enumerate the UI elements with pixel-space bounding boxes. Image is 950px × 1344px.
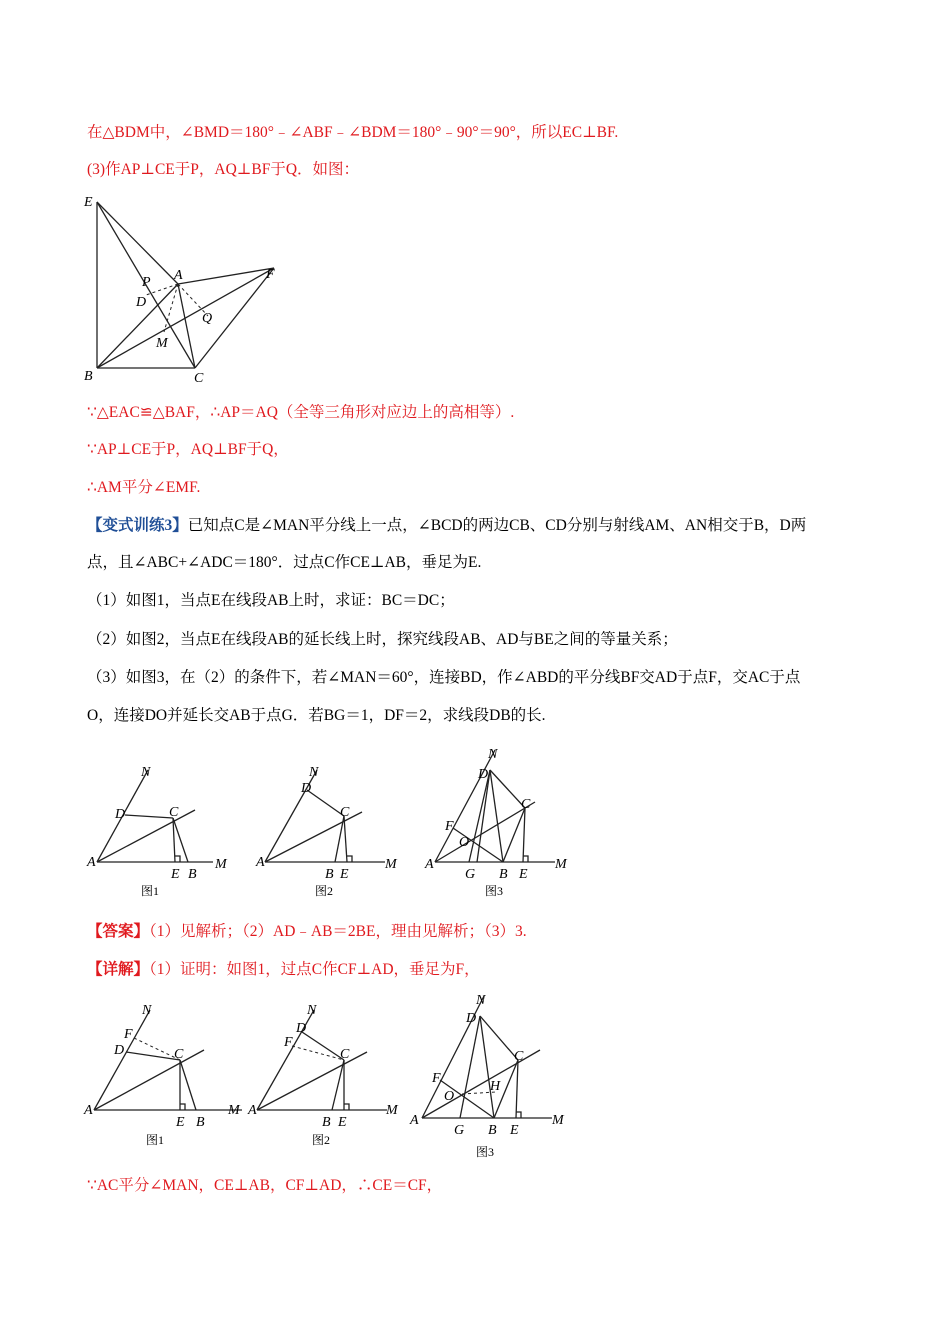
fig1b-label: B xyxy=(196,1115,205,1130)
fig1b-label: A xyxy=(84,1103,93,1118)
fig1-label: B xyxy=(188,867,197,882)
fig3-label: O xyxy=(459,835,470,850)
fig-top-label: D xyxy=(136,295,147,310)
fig3-label: D xyxy=(478,767,489,782)
fig-top-label: A xyxy=(174,268,183,283)
text-line-14: ∵AC平分∠MAN，CE⊥AB，CF⊥AD，∴CE＝CF， xyxy=(87,1177,443,1194)
fig2b-label: M xyxy=(386,1103,398,1118)
fig1b-caption: 图1 xyxy=(146,1133,165,1147)
fig2b-label: D xyxy=(296,1021,307,1036)
fig-top-label: Q xyxy=(202,311,213,326)
fig2b-label: N xyxy=(307,1003,317,1018)
fig3b-label: E xyxy=(510,1123,519,1138)
fig3b-label: H xyxy=(490,1079,501,1094)
fig2b-label: F xyxy=(284,1035,293,1050)
geometry-figures-row-2 xyxy=(82,990,572,1162)
fig1-label: D xyxy=(115,807,126,822)
fig-top-label: F xyxy=(266,267,275,282)
fig1b-label: C xyxy=(174,1047,184,1062)
geometry-figure-top xyxy=(82,192,282,387)
fig1-caption: 图1 xyxy=(141,884,160,898)
fig3-label: B xyxy=(499,867,508,882)
fig2b-label: C xyxy=(340,1047,350,1062)
text-line-5: ∴AM平分∠EMF. xyxy=(87,479,201,496)
fig2-caption: 图2 xyxy=(315,884,334,898)
fig3b-label: D xyxy=(466,1011,477,1026)
fig1b-label: F xyxy=(124,1027,133,1042)
fig3-label: F xyxy=(445,819,454,834)
fig3b-caption: 图3 xyxy=(476,1145,495,1159)
fig3b-label: C xyxy=(514,1049,524,1064)
fig1-label: A xyxy=(87,855,96,870)
fig1b-label: N xyxy=(142,1003,152,1018)
fig3b-label: N xyxy=(476,993,486,1008)
fig2-label: M xyxy=(385,857,397,872)
fig-top-label: B xyxy=(84,369,93,384)
fig3b-label: O xyxy=(444,1089,455,1104)
fig3-caption: 图3 xyxy=(485,884,504,898)
text-line-3: ∵△EAC≌△BAF，∴AP＝AQ（全等三角形对应边上的高相等）. xyxy=(87,404,515,421)
geometry-figures-row-1 xyxy=(85,748,575,903)
fig1-label: C xyxy=(169,805,179,820)
fig1b-label: E xyxy=(176,1115,185,1130)
text-line-11: O，连接DO并延长交AB于点G．若BG＝1，DF＝2，求线段DB的长. xyxy=(87,707,546,724)
fig3b-label: B xyxy=(488,1123,497,1138)
fig2b-label: E xyxy=(338,1115,347,1130)
fig3b-label: M xyxy=(552,1113,564,1128)
fig2b-label: B xyxy=(322,1115,331,1130)
fig1-label: N xyxy=(141,765,151,780)
text-line-9: （2）如图2，当点E在线段AB的延长线上时，探究线段AB、AD与BE之间的等量关系； xyxy=(87,631,678,648)
fig3b-label: G xyxy=(454,1123,465,1138)
fig1b-label: D xyxy=(114,1043,125,1058)
fig3-label: M xyxy=(555,857,567,872)
detail-line: 【详解】（1）证明：如图1，过点C作CF⊥AD，垂足为F， xyxy=(87,961,480,978)
fig1-label: E xyxy=(171,867,180,882)
fig2-label: C xyxy=(340,805,350,820)
fig1-label: M xyxy=(215,857,227,872)
text-line-4: ∵AP⊥CE于P，AQ⊥BF于Q， xyxy=(87,441,289,458)
detail-tag: 【详解】 xyxy=(87,961,150,978)
text-line-7: 点，且∠ABC+∠ADC＝180°．过点C作CE⊥AB，垂足为E. xyxy=(87,554,482,571)
variant-tag: 【变式训练3】 xyxy=(87,517,188,534)
fig-top-label: M xyxy=(156,336,168,351)
fig2-label: B xyxy=(325,867,334,882)
fig-top-label: E xyxy=(84,195,93,210)
fig-top-label: P xyxy=(142,275,151,290)
fig2-label: D xyxy=(301,781,312,796)
text-line-10: （3）如图3，在（2）的条件下，若∠MAN＝60°，连接BD，作∠ABD的平分线BF交AD于点F，交AC于点 xyxy=(87,669,801,686)
fig1b-label: M xyxy=(228,1103,240,1118)
fig2b-label: A xyxy=(248,1103,257,1118)
fig2-label: N xyxy=(309,765,319,780)
fig-top-label: C xyxy=(194,371,204,386)
fig2b-caption: 图2 xyxy=(312,1133,331,1147)
text-line-2: (3)作AP⊥CE于P，AQ⊥BF于Q．如图： xyxy=(87,161,360,178)
fig3-label: C xyxy=(521,797,531,812)
fig3-label: N xyxy=(488,748,498,762)
text-line-1: 在△BDM中，∠BMD＝180°﹣∠ABF﹣∠BDM＝180°﹣90°＝90°，所以EC⊥BF. xyxy=(87,124,619,141)
fig3-label: E xyxy=(519,867,528,882)
fig3-label: A xyxy=(425,857,434,872)
fig3b-label: F xyxy=(432,1071,441,1086)
fig3-label: G xyxy=(465,867,476,882)
answer-line: 【答案】（1）见解析；（2）AD﹣AB＝2BE，理由见解析；（3）3. xyxy=(87,923,527,940)
variant-paragraph-line-1: 【变式训练3】已知点C是∠MAN平分线上一点，∠BCD的两边CB、CD分别与射线AM、AN相交于B，D两 xyxy=(87,517,807,534)
fig2-label: A xyxy=(256,855,265,870)
answer-tag: 【答案】 xyxy=(87,923,150,940)
fig3b-label: A xyxy=(410,1113,419,1128)
fig2-label: E xyxy=(340,867,349,882)
text-line-8: （1）如图1，当点E在线段AB上时，求证：BC＝DC； xyxy=(87,592,455,609)
